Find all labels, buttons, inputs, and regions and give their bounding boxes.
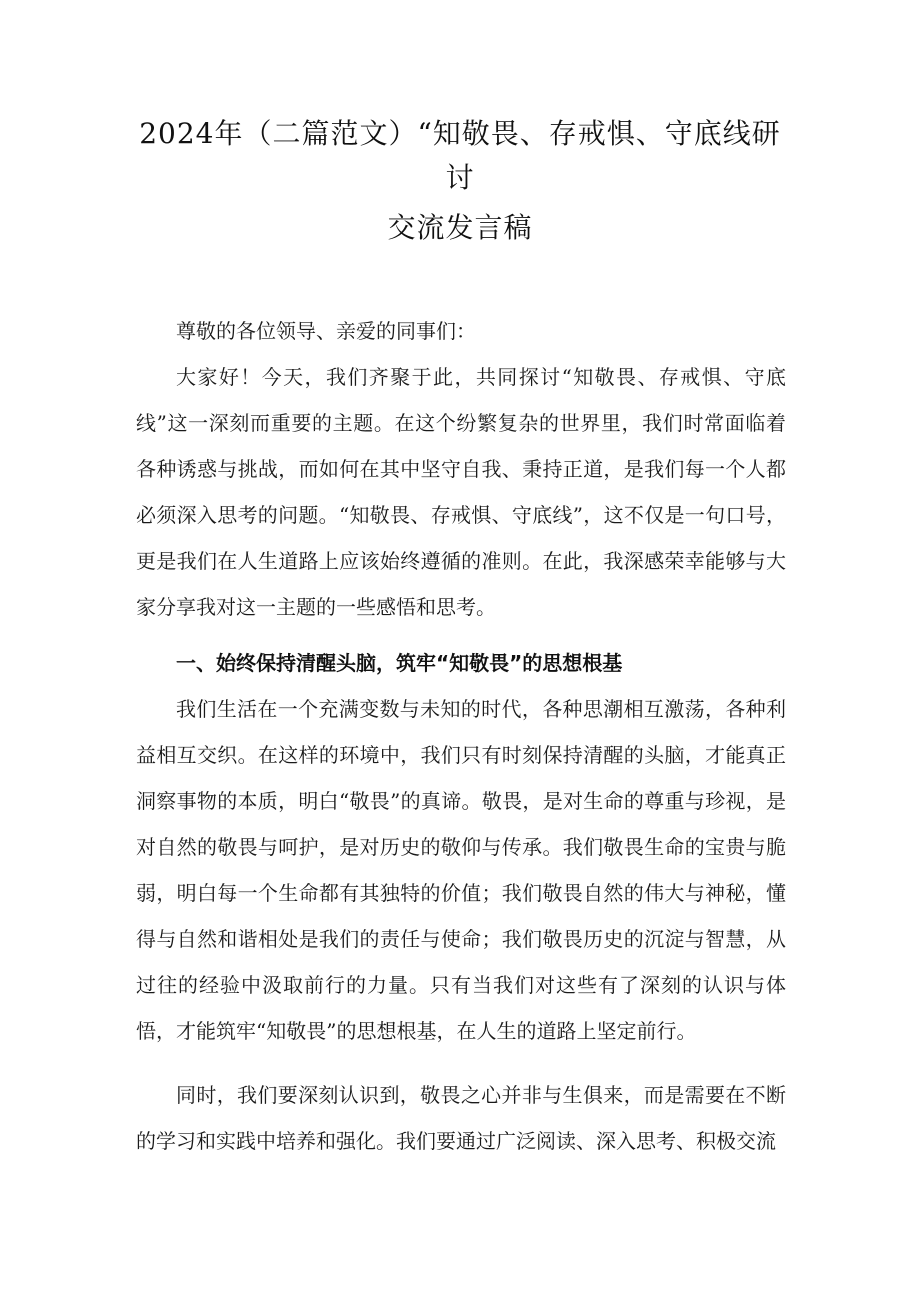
paragraph-intro: 大家好！今天，我们齐聚于此，共同探讨“知敬畏、存戒惧、守底线”这一深刻而重要的主题。在这个纷繁复杂的世界里，我们时常面临着各种诱惑与挑战，而如何在其中坚守自我、秉持正道，是我们每一个人都必须深入思考的问题。“知敬畏、存戒惧、守底线”，这不仅是一句口号，更是我们在人生道路上应该始终遵循的准则。在此，我深感荣幸能够与大家分享我对这一主题的一些感悟和思考。: [136, 365, 786, 619]
document-title-line-2: 讨: [445, 161, 475, 194]
paragraph-section1-body: 我们生活在一个充满变数与未知的时代，各种思潮相互激荡，各种利益相互交织。在这样的环境中，我们只有时刻保持清醒的头脑，才能真正洞察事物的本质，明白“敬畏”的真谛。敬畏，是对生命的尊重与珍视，是对自然的敬畏与呵护，是对历史的敬仰与传承。我们敬畏生命的宝贵与脆弱，明白每一个生命都有其独特的价值；我们敬畏自然的伟大与神秘，懂得与自然和谐相处是我们的责任与使命；我们敬畏历史的沉淀与智慧，从过往的经验中汲取前行的力量。只有当我们对这些有了深刻的认识与体悟，才能筑牢“知敬畏”的思想根基，在人生的道路上坚定前行。: [136, 697, 786, 1043]
section-heading-1: 一、始终保持清醒头脑，筑牢“知敬畏”的思想根基: [176, 651, 623, 675]
paragraph-section1-continued: 同时，我们要深刻认识到，敬畏之心并非与生俱来，而是需要在不断的学习和实践中培养和强化。我们要通过广泛阅读、深入思考、积极交流: [136, 1083, 786, 1153]
document-title-line-3: 交流发言稿: [387, 211, 533, 244]
greeting: 尊敬的各位领导、亲爱的同事们：: [176, 319, 476, 343]
document-title-line-1: 2024年（二篇范文）“知敬畏、存戒惧、守底线研: [139, 117, 781, 150]
